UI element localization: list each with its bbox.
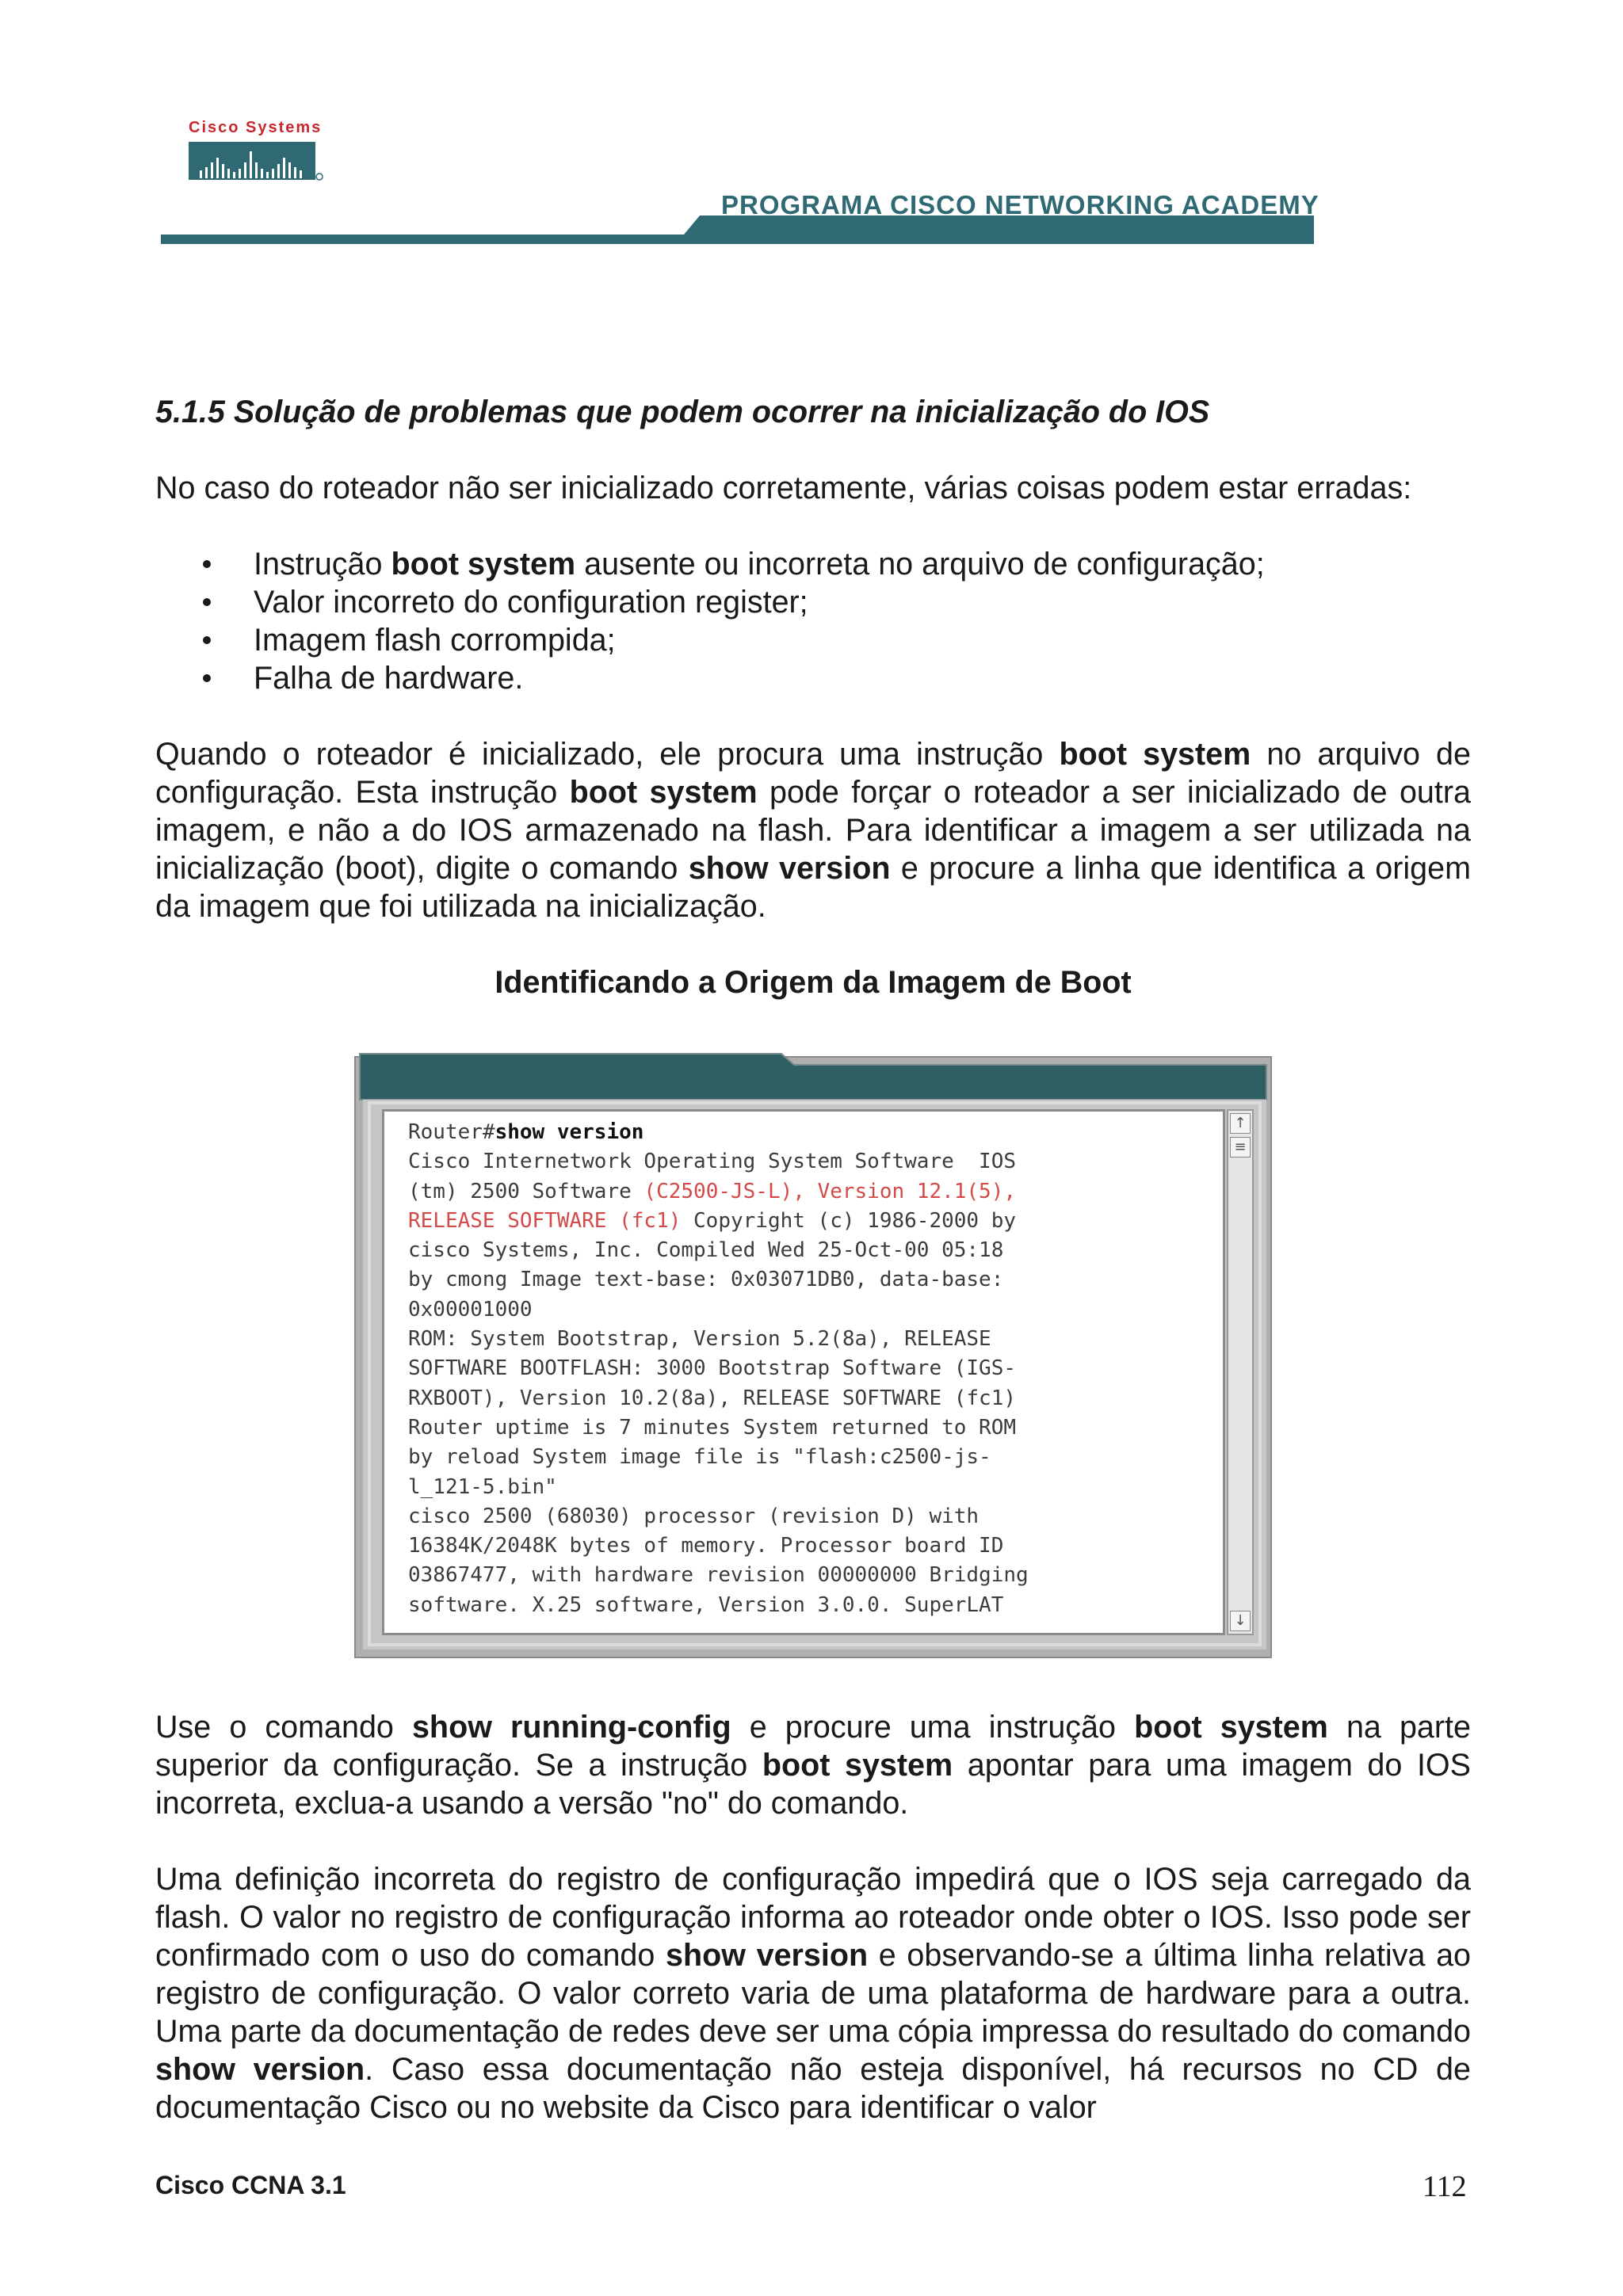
bullet-icon (203, 598, 211, 606)
page-content-lower (155, 1708, 1471, 2164)
config-register-paragraph: Uma definição incorreta do registro de configuração impedirá que o IOS seja carregado da flash. O valor no registro de configuração informa ao roteador onde obter o IOS. Isso pode ser confirmado com o uso do comando show version e observando-se a última linha relativa ao registro de configuração. O valor correto varia de uma plataforma de hardware para a outra. Uma parte da documentação de redes deve ser uma cópia impressa do resultado do comando show version. Caso essa documentação não esteja disponível, há recursos no CD de documentação Cisco ou no website da Cisco para identificar o valor (155, 1862, 1472, 2125)
page-content (155, 393, 1471, 1001)
terminal-scrollbar[interactable] (1227, 1109, 1254, 1635)
terminal-output (382, 1109, 1225, 1635)
scroll-up-arrow-icon[interactable]: ↑ (1230, 1113, 1251, 1134)
show-version-output: Router#show version Cisco Internetwork Operating System Software IOS (tm) 2500 Software (C2500-JS-L), Version 12.1(5), RELEASE SOFTWARE (fc1) Copyright (c) 1986-2000 by cisco Systems, Inc. Compiled Wed 25-Oct-00 05:18 by cmong Image text-base: 0x03071DB0, data-base: 0x00001000 ROM: System Bootstrap, Version 5.2(8a), RELEASE SOFTWARE BOOTFLASH: 3000 Bootstrap Software (IGS- RXBOOT), Version 10.2(8a), RELEASE SOFTWARE (fc1) Router uptime is 7 minutes System returned to ROM by reload System image file is "flash:c2500-js- l_121-5.bin" cisco 2500 (68030) processor (revision D) with 16384K/2048K bytes of memory. Processor board ID 03867477, with hardware revision 00000000 Bridging software. X.25 software, Version 3.0.0. SuperLAT (408, 1120, 1029, 1617)
scroll-down-arrow-icon[interactable]: ↓ (1230, 1611, 1251, 1631)
bullet-icon (203, 674, 211, 682)
bullet-icon (203, 636, 211, 644)
academy-title: PROGRAMA CISCO NETWORKING ACADEMY (721, 190, 1319, 219)
boot-system-paragraph: Quando o roteador é inicializado, ele procura uma instrução boot system no arquivo de configuração. Esta instrução boot system pode forçar o roteador a ser inicializado de outra imagem, e não a do IOS armazenado na flash. Para identificar a imagem a ser utilizada na inicialização (boot), digite o comando show version e procure a linha que identifica a origem da imagem que foi utilizada na inicialização. (155, 737, 1471, 924)
cisco-systems-logo (189, 119, 323, 183)
list-item: Falha de hardware. (155, 659, 1471, 697)
problem-list (155, 545, 1471, 697)
figure-caption: Identificando a Origem da Imagem de Boot (495, 965, 1132, 1000)
list-item: Instrução boot system ausente ou incorreta no arquivo de configuração; (155, 545, 1471, 583)
list-item: Imagem flash corrompida; (155, 621, 1471, 659)
scroll-thumb[interactable]: ≡ (1230, 1137, 1251, 1158)
list-item: Valor incorreto do configuration register; (155, 583, 1471, 621)
page-number: 112 (1423, 2170, 1467, 2203)
footer-course-name: Cisco CCNA 3.1 (155, 2171, 346, 2199)
logo-text: Cisco Systems (189, 119, 323, 136)
bullet-icon (203, 560, 211, 568)
running-config-paragraph: Use o comando show running-config e procure uma instrução boot system na parte superior da configuração. Se a instrução boot system apontar para uma imagem do IOS incorreta, exclua-a usando a versão "no" do comando. (155, 1710, 1472, 1821)
cisco-bars-icon (189, 142, 323, 183)
terminal-figure (353, 1047, 1273, 1659)
section-title: 5.1.5 Solução de problemas que podem ocorrer na inicialização do IOS (155, 395, 1210, 429)
intro-paragraph: No caso do roteador não ser inicializado corretamente, várias coisas podem estar erradas: (155, 471, 1412, 505)
